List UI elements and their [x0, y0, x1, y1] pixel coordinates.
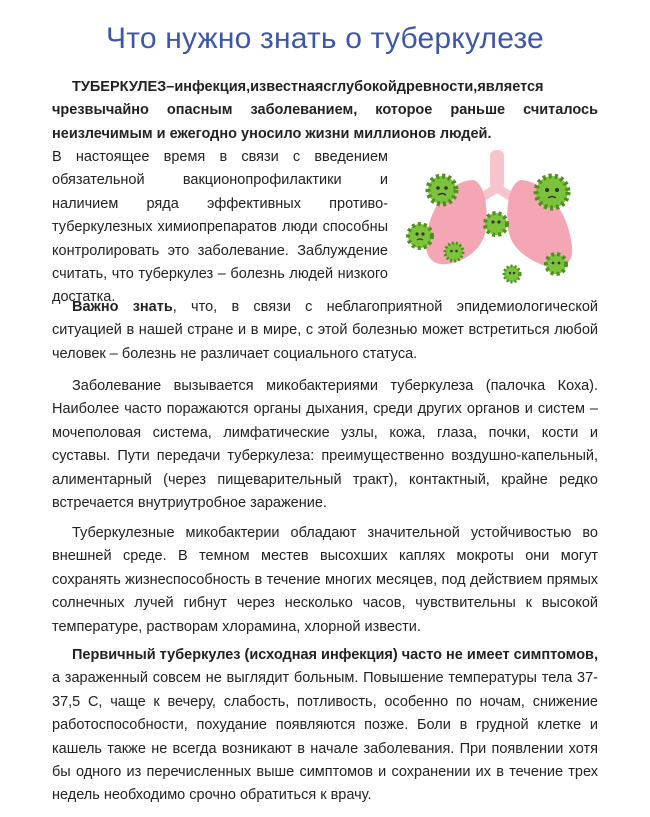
primary-paragraph [52, 644, 598, 808]
cause-paragraph [52, 375, 598, 515]
primary-bold-lead: Первичный туберкулез (исходная инфекция) часто не имеет симптомов, [72, 647, 598, 663]
important-bold-lead: Важно знать [72, 299, 173, 315]
intro-paragraph [52, 76, 598, 146]
cause-text: Заболевание вызывается микобактериями туберкулеза (палочка Коха). Наиболее часто поражаются органы дыхания, среди других органов и систем – мочеполовая система, лимфатические узлы, кожа, глаза, почки, кости и суставы. Пути передачи туберкулеза: преимущественно воздушно-капельный, алиментарный (через пищеварительный тракт), контактный, крайне редко встречается внутриутробное заражение. [52, 378, 598, 512]
resistance-paragraph [52, 522, 598, 639]
intro-wrapped-text: В настоящее время в связи с введением обязательной вакционопрофилактики и наличием ряда эффективных противо-туберкулезных химиопрепаратов люди способны контролировать это заболевание. Заблуждение считать, что туберкулез – болезнь людей низкого достатка. [52, 149, 388, 306]
primary-text: а зараженный совсем не выглядит больным. Повышение температуры тела 37-37,5 С, чаще к вечеру, слабость, потливость, особенно по ночам, снижение работоспособности, похудание появляются позже. Боли в грудной клетке и кашель также не всегда возникают в начале заболевания. При появлении хотя бы одного из перечисленных выше симптомов и сохранении их в течение трех недель необходимо срочно обратиться к врачу. [52, 670, 598, 804]
page-title: Что нужно знать о туберкулезе [106, 22, 544, 55]
important-paragraph [52, 296, 598, 366]
lungs-germs-icon [398, 150, 598, 290]
intro-bold-text: ТУБЕРКУЛЕЗ–инфекция,известнаясглубокойдревности,является чрезвычайно опасным заболеванием, которое раньше считалось неизлечимым и ежегодно уносило жизни миллионов людей. [52, 79, 598, 142]
important-text: , что, в связи с неблагоприятной эпидемиологической ситуацией в нашей стране и в мире, с этой болезнью может встретиться любой человек – болезнь не различает социального статуса. [52, 299, 598, 362]
resistance-text: Туберкулезные микобактерии обладают значительной устойчивостью во внешней среде. В темном местев высохших каплях мокроты они могут сохранять жизнеспособность в течение многих месяцев, под действием прямых солнечных лучей гибнут через несколько часов, чувствительны к высокой температуре, растворам хлорамина, хлорной извести. [52, 525, 598, 635]
